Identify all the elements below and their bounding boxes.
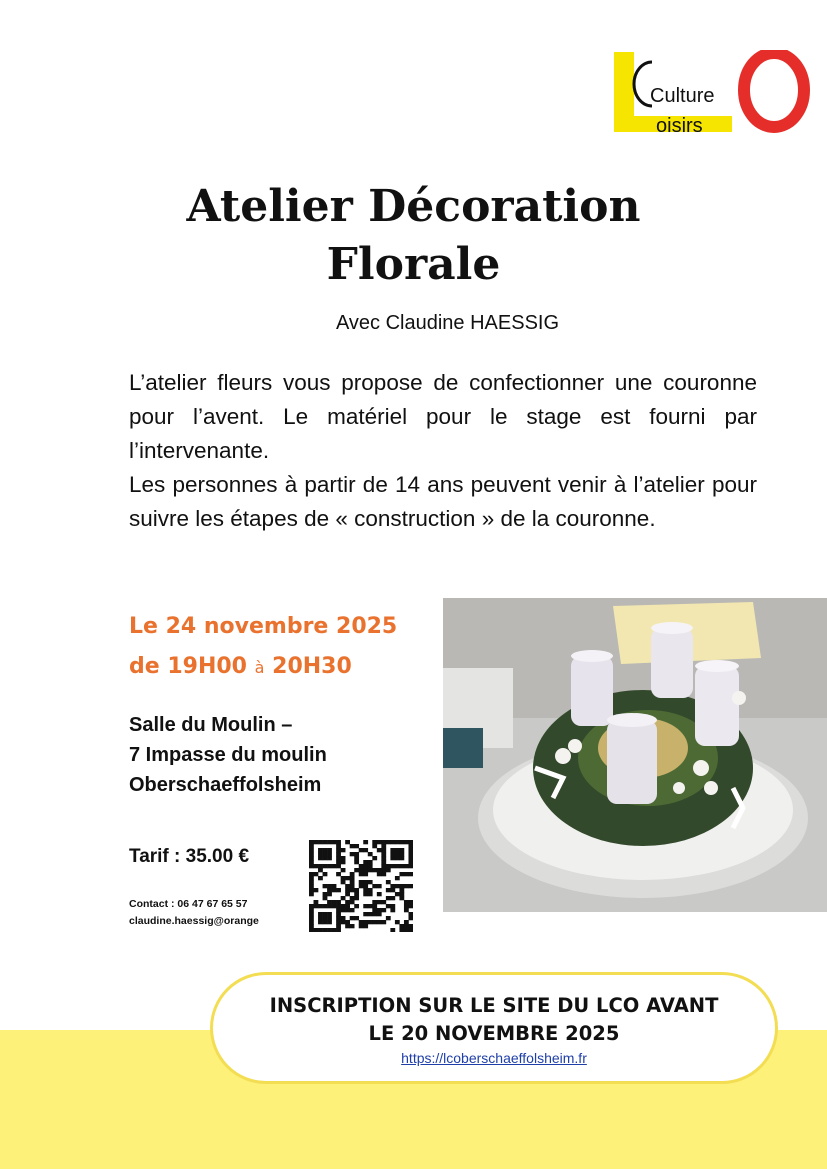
qr-module [309,904,314,908]
qr-module [381,920,386,924]
qr-module [309,888,314,892]
qr-module [408,924,413,928]
qr-module [341,920,346,924]
qr-module [399,928,404,932]
qr-module [327,884,332,888]
schedule [129,607,397,688]
qr-module [399,852,404,856]
qr-module [345,920,350,924]
qr-module [323,892,328,896]
venue-address [129,710,327,800]
qr-module [386,868,391,872]
qr-module [359,880,364,884]
qr-module [323,912,328,916]
qr-module [336,872,341,876]
qr-module [372,900,377,904]
qr-module [314,872,319,876]
qr-module [390,856,395,860]
qr-module [395,920,400,924]
qr-module [354,844,359,848]
qr-module [336,844,341,848]
qr-module [336,888,341,892]
qr-module [390,840,395,844]
qr-module [404,928,409,932]
title-line-2: Florale [326,239,501,290]
qr-module [309,848,314,852]
qr-module [359,868,364,872]
qr-module [318,840,323,844]
qr-module [323,916,328,920]
qr-module [395,848,400,852]
qr-module [408,904,413,908]
qr-module [350,888,355,892]
qr-module [309,920,314,924]
qr-module [368,892,373,896]
qr-module [377,884,382,888]
qr-module [309,908,314,912]
contact-info [129,896,259,930]
qr-module [372,904,377,908]
qr-module [390,852,395,856]
qr-module [390,928,395,932]
qr-module [395,864,400,868]
qr-module [381,868,386,872]
qr-module [390,888,395,892]
qr-module [354,892,359,896]
qr-module [395,884,400,888]
page-title [0,178,827,294]
qr-module [345,904,350,908]
qr-module [327,856,332,860]
qr-module [381,908,386,912]
qr-module [341,876,346,880]
qr-module [309,924,314,928]
qr-module [323,852,328,856]
qr-module [323,864,328,868]
qr-module [404,900,409,904]
qr-module [381,864,386,868]
qr-module [327,892,332,896]
venue-line-1: Salle du Moulin – [129,714,293,736]
qr-module [390,904,395,908]
qr-module [404,908,409,912]
qr-module [336,848,341,852]
contact-email: claudine.haessig@orange [129,915,259,927]
qr-module [318,864,323,868]
qr-module [408,848,413,852]
qr-module [350,872,355,876]
qr-module [314,840,319,844]
qr-module [336,864,341,868]
qr-module [354,888,359,892]
qr-module [377,848,382,852]
qr-module [363,884,368,888]
qr-module [395,856,400,860]
qr-module [350,908,355,912]
qr-module [327,888,332,892]
qr-module [368,868,373,872]
qr-module [390,896,395,900]
qr-module [408,844,413,848]
qr-module [350,876,355,880]
qr-module [354,868,359,872]
qr-module [363,840,368,844]
qr-module [372,840,377,844]
qr-module [354,852,359,856]
qr-module [363,860,368,864]
qr-module [404,864,409,868]
qr-module [341,916,346,920]
qr-module [408,852,413,856]
qr-module [309,912,314,916]
contact-phone: Contact : 06 47 67 65 57 [129,898,248,910]
qr-module [314,888,319,892]
qr-module [309,860,314,864]
qr-module [341,860,346,864]
qr-module [377,868,382,872]
qr-module [381,872,386,876]
qr-module [318,848,323,852]
qr-module [309,872,314,876]
qr-module [408,860,413,864]
qr-module [363,868,368,872]
qr-module [381,852,386,856]
qr-module [336,840,341,844]
qr-module [327,928,332,932]
qr-module [372,908,377,912]
lco-logo-graphic [612,50,812,140]
qr-module [363,888,368,892]
qr-module [350,924,355,928]
price: Tarif : 35.00 € [129,846,250,867]
qr-module [350,900,355,904]
qr-module [318,912,323,916]
qr-module [395,876,400,880]
qr-module [345,884,350,888]
qr-module [390,908,395,912]
qr-module [336,912,341,916]
qr-module [341,904,346,908]
qr-module [377,872,382,876]
event-date: Le 24 novembre 2025 [129,614,398,639]
qr-module [336,852,341,856]
qr-module [318,916,323,920]
qr-module [404,924,409,928]
qr-module [359,848,364,852]
qr-module [408,864,413,868]
qr-module [399,924,404,928]
advent-wreath-photo [443,598,827,912]
qr-module [309,840,314,844]
qr-module [323,856,328,860]
intro-paragraph-1: L’atelier fleurs vous propose de confectionner une couronne pour l’avent. Le matériel pour le stage est fourni par l’intervenante. [129,370,757,463]
banner-line-1: INSCRIPTION SUR LE SITE DU LCO AVANT [269,994,719,1017]
qr-module [327,916,332,920]
qr-module [386,904,391,908]
qr-module [359,884,364,888]
qr-module [363,912,368,916]
qr-module [372,856,377,860]
qr-module [345,900,350,904]
qr-module [323,904,328,908]
qr-module [359,920,364,924]
qr-module [327,912,332,916]
qr-module [408,884,413,888]
qr-module [372,868,377,872]
qr-module [408,900,413,904]
qr-module [336,924,341,928]
qr-module [381,844,386,848]
qr-module [390,864,395,868]
qr-module [363,892,368,896]
qr-module [327,904,332,908]
qr-module [390,848,395,852]
qr-module [341,856,346,860]
qr-module [350,844,355,848]
qr-module [386,896,391,900]
qr-module [408,916,413,920]
qr-module [323,884,328,888]
qr-module [368,904,373,908]
qr-module [309,864,314,868]
qr-module [368,920,373,924]
qr-module [345,840,350,844]
qr-module [354,896,359,900]
qr-module [345,924,350,928]
qr-module [377,892,382,896]
qr-module [318,852,323,856]
qr-module [408,872,413,876]
qr-module [404,872,409,876]
qr-module [399,884,404,888]
qr-module [399,848,404,852]
qr-module [363,920,368,924]
qr-module [350,880,355,884]
qr-module [323,840,328,844]
qr-module [314,904,319,908]
intro-text [129,366,757,536]
qr-module [386,916,391,920]
qr-module [332,928,337,932]
qr-module [381,840,386,844]
qr-module [336,916,341,920]
qr-module [404,840,409,844]
qr-module [381,900,386,904]
qr-module [336,904,341,908]
qr-module [350,852,355,856]
qr-module [345,888,350,892]
qr-module [314,928,319,932]
qr-module [336,860,341,864]
qr-module [399,892,404,896]
qr-module [404,884,409,888]
qr-module [408,928,413,932]
qr-module [359,924,364,928]
qr-module [336,908,341,912]
qr-module [309,844,314,848]
advent-wreath-image [443,598,827,912]
qr-module [395,840,400,844]
title-line-1: Atelier Décoration [186,181,641,232]
qr-module [372,884,377,888]
qr-module [341,896,346,900]
qr-module [372,844,377,848]
qr-module [318,856,323,860]
qr-module [408,856,413,860]
qr-module [363,924,368,928]
qr-module [323,920,328,924]
logo-loisirs-text: oisirs [656,115,703,137]
qr-module [359,864,364,868]
qr-module [318,876,323,880]
qr-module [350,884,355,888]
qr-module [350,896,355,900]
qr-module [327,864,332,868]
qr-module [404,920,409,924]
logo-culture-text: Culture [650,85,715,107]
qr-module [318,928,323,932]
qr-module [354,856,359,860]
qr-module [399,856,404,860]
qr-module [372,920,377,924]
qr-code-icon[interactable] [309,840,413,932]
qr-module [309,892,314,896]
qr-module [377,900,382,904]
qr-module [368,912,373,916]
qr-module [386,840,391,844]
qr-module [341,868,346,872]
qr-module [345,908,350,912]
qr-module [395,892,400,896]
qr-module [395,852,400,856]
event-time-separator: à [254,658,265,677]
intro-paragraph-2: Les personnes à partir de 14 ans peuvent venir à l’atelier pour suivre les étapes de « construction » de la couronne. [129,472,757,531]
qr-module [327,920,332,924]
qr-module [404,904,409,908]
qr-module [345,892,350,896]
qr-module [323,872,328,876]
qr-module [309,876,314,880]
venue-line-3: Oberschaeffolsheim [129,774,322,796]
event-time-to: 20H30 [272,654,352,679]
qr-module [323,896,328,900]
qr-module [336,928,341,932]
qr-module [381,848,386,852]
qr-module [372,912,377,916]
qr-module [359,872,364,876]
qr-module [386,888,391,892]
qr-module [309,856,314,860]
event-time-from: de 19H00 [129,654,247,679]
qr-module [408,912,413,916]
qr-module [318,920,323,924]
qr-module [354,860,359,864]
qr-module [368,888,373,892]
qr-module [309,880,314,884]
qr-module [332,904,337,908]
qr-module [327,900,332,904]
qr-module [327,840,332,844]
qr-module [309,916,314,920]
qr-module [345,876,350,880]
qr-module [341,848,346,852]
qr-module [363,872,368,876]
event-time [129,647,397,688]
qr-module [381,856,386,860]
qr-module [332,884,337,888]
qr-module [363,904,368,908]
qr-module [399,840,404,844]
qr-module [314,864,319,868]
qr-module [341,880,346,884]
inscription-banner [210,972,778,1084]
qr-module [336,920,341,924]
qr-module [323,928,328,932]
qr-module [323,848,328,852]
qr-module [390,884,395,888]
qr-module [368,860,373,864]
qr-module [363,848,368,852]
qr-module [399,864,404,868]
qr-module [377,912,382,916]
qr-module [318,904,323,908]
qr-module [341,908,346,912]
qr-module [354,904,359,908]
qr-module [350,916,355,920]
qr-module [377,840,382,844]
qr-module [336,856,341,860]
qr-module [354,916,359,920]
qr-code-graphic [309,840,413,932]
qr-module [399,888,404,892]
qr-module [408,840,413,844]
qr-module [332,840,337,844]
qr-module [327,848,332,852]
qr-module [332,888,337,892]
qr-module [332,864,337,868]
qr-module [309,884,314,888]
subtitle: Avec Claudine HAESSIG [335,312,560,334]
qr-module [368,880,373,884]
qr-module [386,864,391,868]
qr-module [363,864,368,868]
lco-logo [612,50,812,140]
qr-module [377,920,382,924]
qr-module [377,908,382,912]
qr-module [327,852,332,856]
venue-line-2: 7 Impasse du moulin [129,744,327,766]
qr-module [314,900,319,904]
qr-module [368,852,373,856]
qr-module [368,864,373,868]
qr-module [381,860,386,864]
banner-line-2: LE 20 NOVEMBRE 2025 [368,1022,620,1045]
qr-module [363,880,368,884]
qr-module [336,900,341,904]
qr-module [399,872,404,876]
qr-module [399,896,404,900]
qr-module [318,868,323,872]
qr-module [309,928,314,932]
qr-module [309,852,314,856]
website-link[interactable]: https://lcoberschaeffolsheim.fr [401,1050,587,1066]
qr-module [332,900,337,904]
qr-module [386,880,391,884]
